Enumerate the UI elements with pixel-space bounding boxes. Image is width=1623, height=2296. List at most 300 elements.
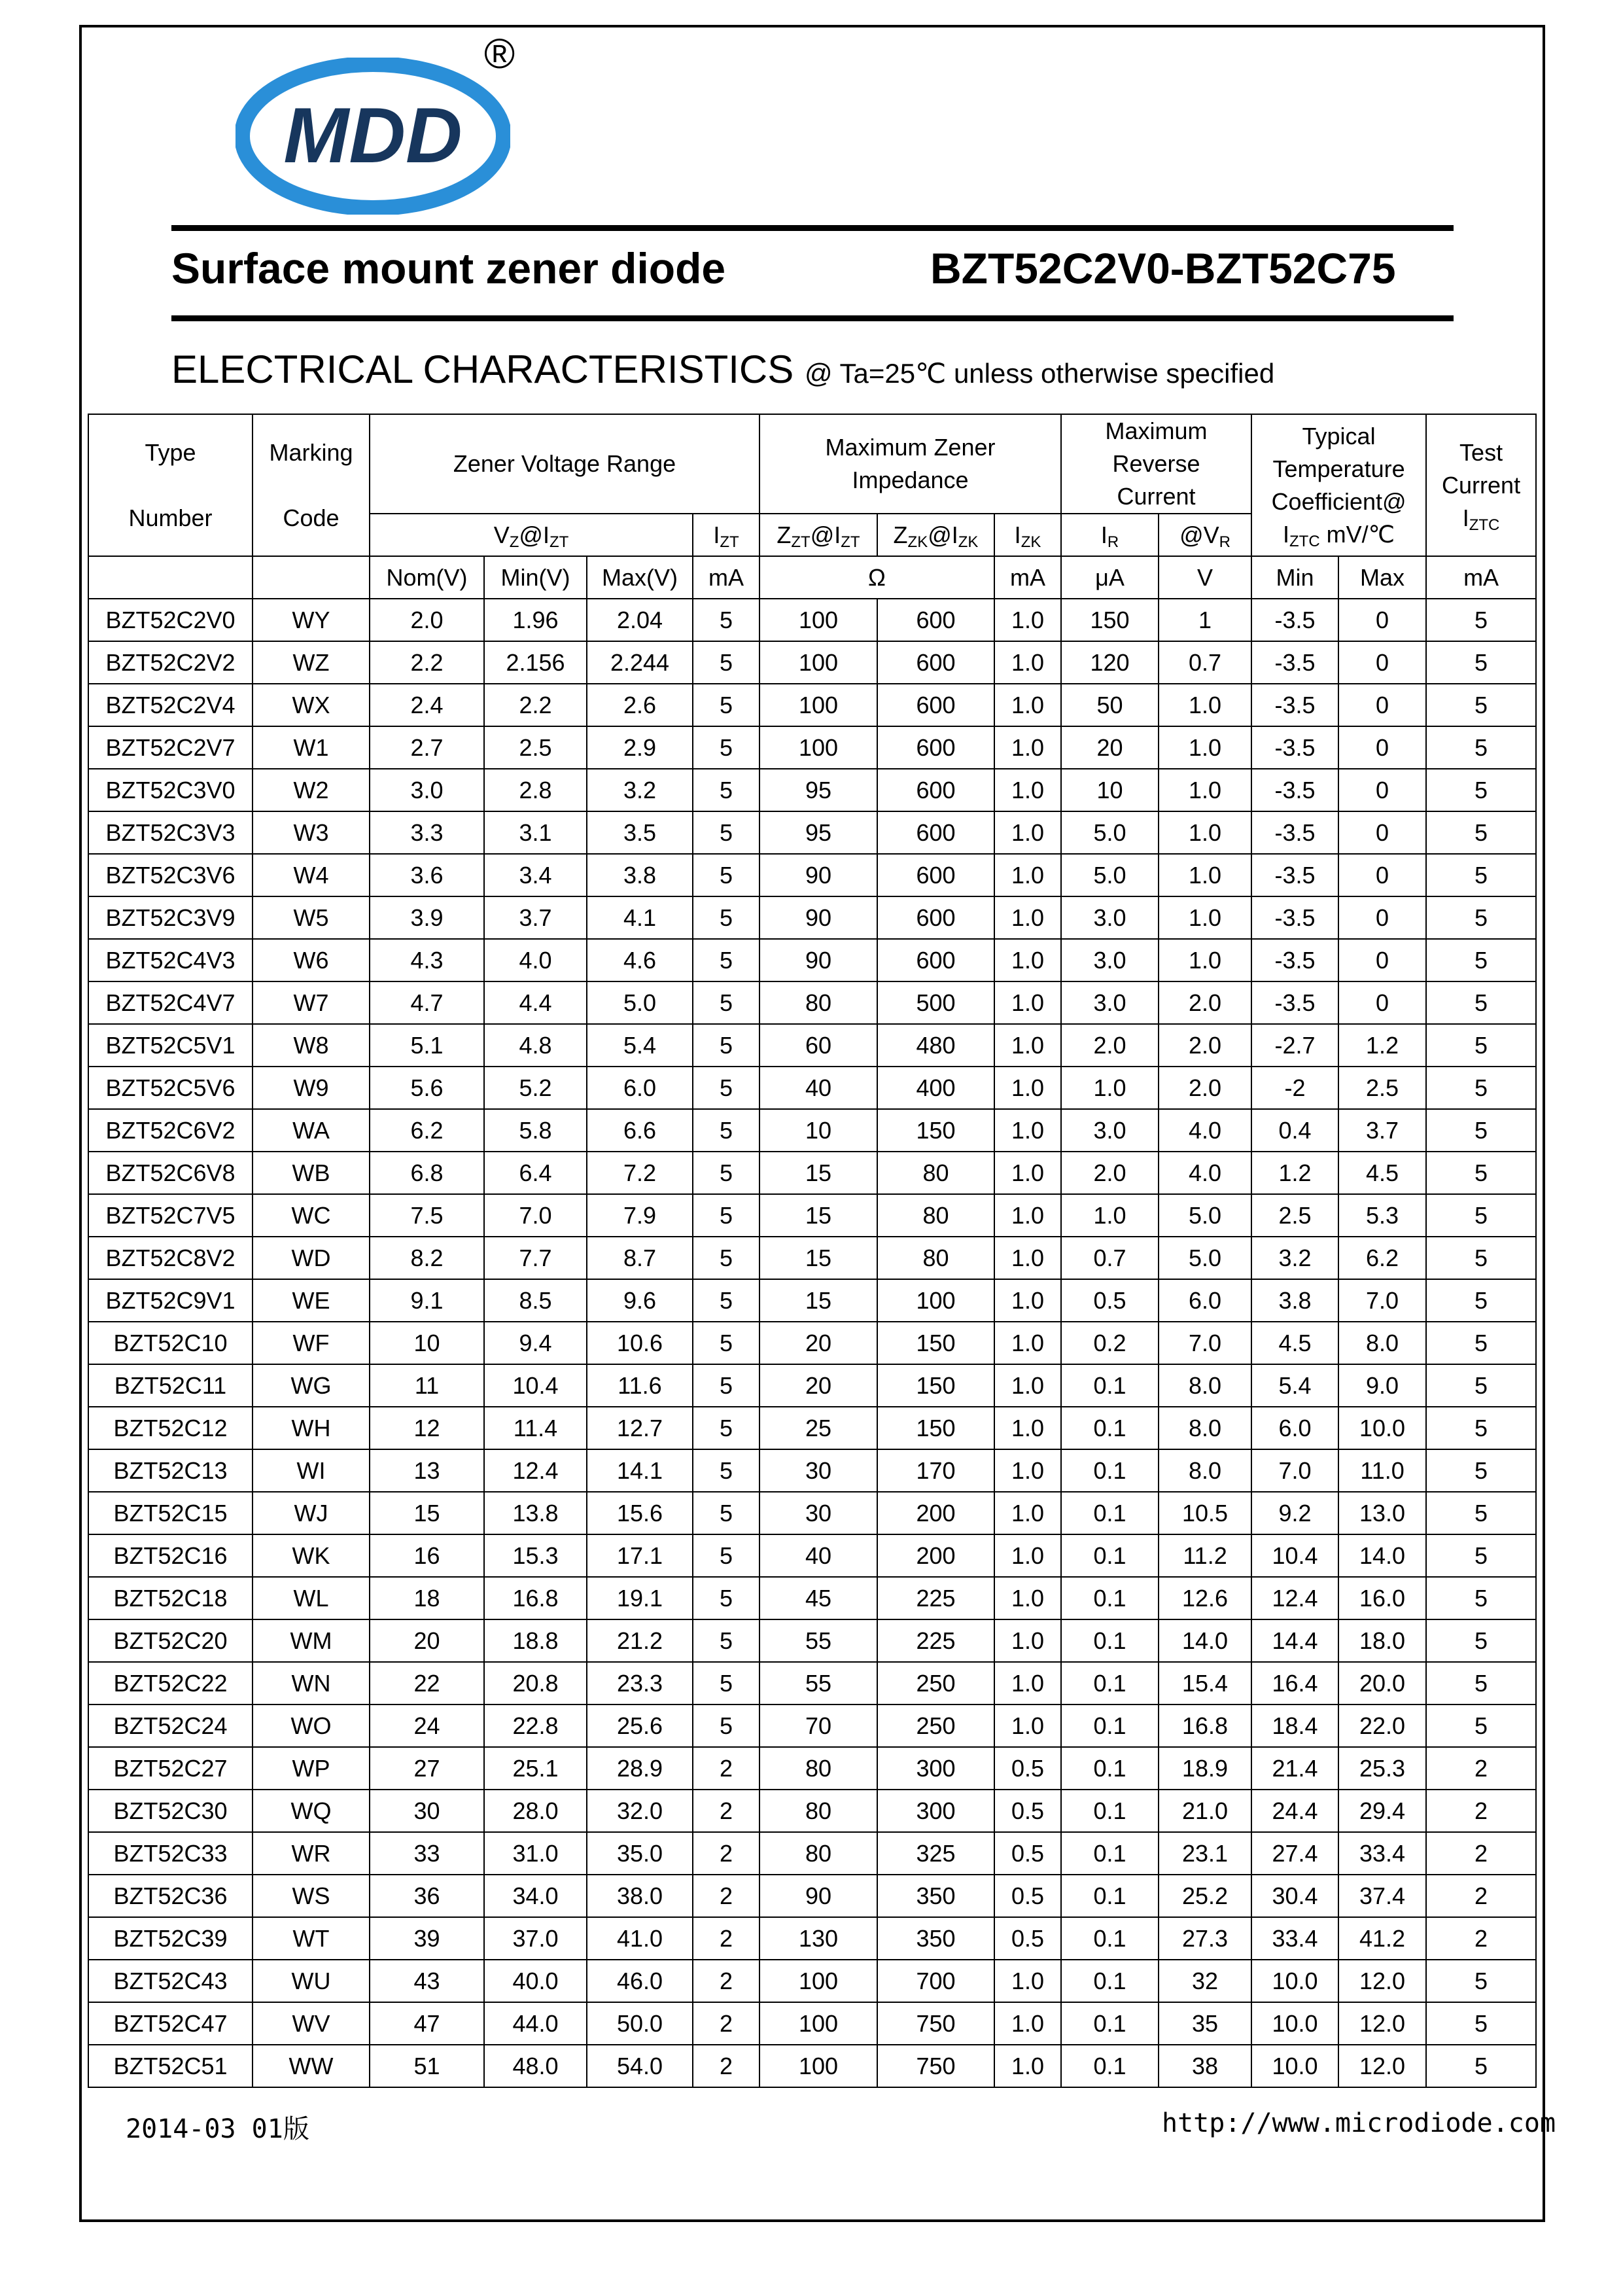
table-row: [88, 1109, 1536, 1152]
table-cell: -3.5: [1251, 599, 1338, 641]
table-cell: 2.5: [1251, 1194, 1338, 1237]
table-cell: 5: [693, 1704, 759, 1747]
table-cell: BZT52C2V2: [88, 641, 253, 684]
table-cell: 8.7: [587, 1237, 693, 1279]
table-cell: 4.5: [1338, 1152, 1426, 1194]
table-cell: 600: [877, 854, 994, 896]
table-cell: 1.0: [994, 1577, 1061, 1619]
table-cell: 5: [693, 1322, 759, 1364]
table-row: [88, 1790, 1536, 1832]
table-cell: 1.0: [994, 939, 1061, 981]
table-cell: 0.7: [1061, 1237, 1159, 1279]
table-cell: 325: [877, 1832, 994, 1875]
table-cell: 0.1: [1061, 1960, 1159, 2002]
table-cell: 2.0: [370, 599, 484, 641]
table-cell: WO: [253, 1704, 370, 1747]
table-cell: 90: [759, 939, 877, 981]
table-cell: 1.0: [994, 1322, 1061, 1364]
table-cell: BZT52C6V8: [88, 1152, 253, 1194]
table-cell: 18.8: [484, 1619, 587, 1662]
table-cell: 25.2: [1159, 1875, 1251, 1917]
table-cell: 5.3: [1338, 1194, 1426, 1237]
table-cell: 300: [877, 1747, 994, 1790]
table-cell: 600: [877, 641, 994, 684]
table-cell: 4.7: [370, 981, 484, 1024]
table-cell: 80: [877, 1237, 994, 1279]
table-cell: 20: [1061, 726, 1159, 769]
table-cell: 5: [693, 1364, 759, 1407]
table-cell: 10: [370, 1322, 484, 1364]
table-row: [88, 2045, 1536, 2087]
table-cell: 600: [877, 769, 994, 811]
test-current-header: Test Current $I_{ZTC}$: [1426, 414, 1536, 556]
table-cell: 12.4: [484, 1449, 587, 1492]
table-cell: 5: [1426, 939, 1536, 981]
table-cell: BZT52C20: [88, 1619, 253, 1662]
table-cell: 150: [877, 1364, 994, 1407]
table-cell: 15: [759, 1237, 877, 1279]
mdd-logo: [236, 58, 510, 215]
table-cell: 5: [1426, 1279, 1536, 1322]
table-cell: 80: [759, 1832, 877, 1875]
table-cell: 5.4: [587, 1024, 693, 1067]
table-cell: 1.0: [994, 1534, 1061, 1577]
table-cell: WD: [253, 1237, 370, 1279]
table-cell: WP: [253, 1747, 370, 1790]
table-cell: 1.0: [994, 599, 1061, 641]
table-row: [88, 854, 1536, 896]
table-cell: 2.0: [1061, 1152, 1159, 1194]
table-cell: 20: [759, 1364, 877, 1407]
table-cell: 100: [759, 599, 877, 641]
table-cell: 14.0: [1338, 1534, 1426, 1577]
table-cell: 90: [759, 896, 877, 939]
table-cell: 11: [370, 1364, 484, 1407]
table-cell: 5: [1426, 641, 1536, 684]
table-cell: 600: [877, 599, 994, 641]
table-cell: 3.7: [484, 896, 587, 939]
electrical-characteristics-table: [88, 414, 1537, 2088]
table-cell: 4.0: [1159, 1152, 1251, 1194]
table-cell: 5: [1426, 896, 1536, 939]
table-cell: 1.0: [994, 1619, 1061, 1662]
table-cell: 5: [693, 981, 759, 1024]
table-cell: 29.4: [1338, 1790, 1426, 1832]
table-cell: WR: [253, 1832, 370, 1875]
table-cell: 27: [370, 1747, 484, 1790]
table-cell: 21.0: [1159, 1790, 1251, 1832]
table-cell: -3.5: [1251, 939, 1338, 981]
table-cell: 5: [1426, 1407, 1536, 1449]
table-cell: -3.5: [1251, 981, 1338, 1024]
table-cell: 1.0: [994, 1237, 1061, 1279]
unit-cell: Min(V): [484, 556, 587, 599]
table-cell: 38: [1159, 2045, 1251, 2087]
table-cell: 1.0: [994, 811, 1061, 854]
table-cell: BZT52C2V0: [88, 599, 253, 641]
table-cell: 1.0: [994, 981, 1061, 1024]
table-cell: 7.9: [587, 1194, 693, 1237]
table-cell: 9.1: [370, 1279, 484, 1322]
table-cell: 1: [1159, 599, 1251, 641]
revision-date: 2014-03 01版: [126, 2114, 309, 2144]
table-cell: 0.1: [1061, 2002, 1159, 2045]
table-cell: 0.1: [1061, 1832, 1159, 1875]
table-cell: 0.1: [1061, 1534, 1159, 1577]
table-cell: 3.4: [484, 854, 587, 896]
table-cell: 150: [877, 1109, 994, 1152]
table-cell: 1.0: [994, 726, 1061, 769]
table-cell: 33.4: [1338, 1832, 1426, 1875]
table-cell: 6.2: [1338, 1237, 1426, 1279]
table-cell: 50.0: [587, 2002, 693, 2045]
table-row: [88, 684, 1536, 726]
table-cell: 43: [370, 1960, 484, 2002]
table-cell: 5: [1426, 1492, 1536, 1534]
table-cell: 120: [1061, 641, 1159, 684]
table-cell: 2.0: [1159, 981, 1251, 1024]
table-cell: 11.4: [484, 1407, 587, 1449]
table-cell: 5: [1426, 1577, 1536, 1619]
table-cell: 5: [1426, 1152, 1536, 1194]
table-cell: 5: [1426, 1960, 1536, 2002]
table-cell: 5: [1426, 1534, 1536, 1577]
table-cell: 16.0: [1338, 1577, 1426, 1619]
table-cell: 0.5: [994, 1832, 1061, 1875]
table-cell: 0.4: [1251, 1109, 1338, 1152]
table-cell: 55: [759, 1662, 877, 1704]
table-cell: 2.0: [1159, 1024, 1251, 1067]
table-cell: -3.5: [1251, 769, 1338, 811]
table-cell: 1.0: [1159, 939, 1251, 981]
table-cell: 5: [693, 939, 759, 981]
table-cell: 13.8: [484, 1492, 587, 1534]
table-cell: WS: [253, 1875, 370, 1917]
table-cell: 31.0: [484, 1832, 587, 1875]
table-cell: 8.0: [1338, 1322, 1426, 1364]
table-cell: 5: [693, 726, 759, 769]
table-cell: 5: [1426, 854, 1536, 896]
table-cell: 1.96: [484, 599, 587, 641]
table-cell: 46.0: [587, 1960, 693, 2002]
table-cell: 5: [693, 1109, 759, 1152]
table-cell: 95: [759, 769, 877, 811]
zener-voltage-range-header: Zener Voltage Range: [370, 414, 759, 514]
table-cell: 16: [370, 1534, 484, 1577]
table-cell: 30: [759, 1492, 877, 1534]
table-cell: 4.0: [484, 939, 587, 981]
table-cell: BZT52C3V9: [88, 896, 253, 939]
table-cell: 2.0: [1061, 1024, 1159, 1067]
table-cell: 5: [1426, 1364, 1536, 1407]
table-cell: WJ: [253, 1492, 370, 1534]
table-cell: 8.2: [370, 1237, 484, 1279]
unit-cell: Max: [1338, 556, 1426, 599]
table-cell: 10.4: [1251, 1534, 1338, 1577]
table-cell: BZT52C9V1: [88, 1279, 253, 1322]
table-cell: 5.1: [370, 1024, 484, 1067]
table-cell: 2.2: [484, 684, 587, 726]
table-cell: 5: [693, 1067, 759, 1109]
table-cell: 21.4: [1251, 1747, 1338, 1790]
table-cell: 5: [693, 1152, 759, 1194]
table-cell: 60: [759, 1024, 877, 1067]
table-cell: 55: [759, 1619, 877, 1662]
table-cell: 1.0: [994, 1364, 1061, 1407]
table-cell: 700: [877, 1960, 994, 2002]
logo-text: MDD: [283, 92, 462, 179]
table-cell: 2: [1426, 1790, 1536, 1832]
table-cell: 2.9: [587, 726, 693, 769]
table-cell: 5.2: [484, 1067, 587, 1109]
table-cell: 300: [877, 1790, 994, 1832]
table-row: [88, 769, 1536, 811]
table-cell: 80: [877, 1194, 994, 1237]
table-cell: 2.2: [370, 641, 484, 684]
table-cell: 2: [693, 2002, 759, 2045]
table-cell: WW: [253, 2045, 370, 2087]
table-cell: 10: [1061, 769, 1159, 811]
table-cell: 5: [1426, 981, 1536, 1024]
table-cell: 1.0: [994, 854, 1061, 896]
table-cell: 17.1: [587, 1534, 693, 1577]
table-cell: 15: [759, 1152, 877, 1194]
table-cell: WH: [253, 1407, 370, 1449]
table-row: [88, 599, 1536, 641]
table-cell: BZT52C43: [88, 1960, 253, 2002]
table-cell: 39: [370, 1917, 484, 1960]
table-cell: BZT52C3V0: [88, 769, 253, 811]
table-cell: WA: [253, 1109, 370, 1152]
table-cell: 8.0: [1159, 1407, 1251, 1449]
table-cell: 25.1: [484, 1747, 587, 1790]
table-cell: 10.0: [1338, 1407, 1426, 1449]
table-cell: 14.0: [1159, 1619, 1251, 1662]
table-cell: 22.8: [484, 1704, 587, 1747]
table-cell: 80: [877, 1152, 994, 1194]
table-cell: 25.6: [587, 1704, 693, 1747]
table-row: [88, 726, 1536, 769]
table-cell: 45: [759, 1577, 877, 1619]
table-cell: 170: [877, 1449, 994, 1492]
table-cell: 1.0: [1061, 1067, 1159, 1109]
table-cell: -3.5: [1251, 896, 1338, 939]
table-cell: 54.0: [587, 2045, 693, 2087]
table-cell: WB: [253, 1152, 370, 1194]
unit-cell: mA: [1426, 556, 1536, 599]
table-cell: 1.2: [1338, 1024, 1426, 1067]
table-cell: 5: [1426, 1322, 1536, 1364]
table-cell: WI: [253, 1449, 370, 1492]
table-cell: 90: [759, 1875, 877, 1917]
table-cell: W6: [253, 939, 370, 981]
table-cell: BZT52C13: [88, 1449, 253, 1492]
table-cell: 7.7: [484, 1237, 587, 1279]
table-row: [88, 1194, 1536, 1237]
table-cell: WF: [253, 1322, 370, 1364]
table-cell: 150: [877, 1322, 994, 1364]
table-cell: 0.1: [1061, 1619, 1159, 1662]
table-cell: 1.0: [994, 1662, 1061, 1704]
table-cell: 3.1: [484, 811, 587, 854]
table-cell: 5: [693, 1577, 759, 1619]
table-cell: 0.5: [1061, 1279, 1159, 1322]
table-cell: 0.1: [1061, 1449, 1159, 1492]
table-cell: 23.3: [587, 1662, 693, 1704]
table-cell: 12.6: [1159, 1577, 1251, 1619]
table-cell: 40: [759, 1067, 877, 1109]
table-cell: 5: [693, 641, 759, 684]
table-cell: 70: [759, 1704, 877, 1747]
table-cell: 5: [693, 1662, 759, 1704]
table-cell: WY: [253, 599, 370, 641]
table-cell: 2: [1426, 1917, 1536, 1960]
table-cell: 5: [693, 811, 759, 854]
table-cell: 10.0: [1251, 2002, 1338, 2045]
table-cell: 80: [759, 1790, 877, 1832]
table-cell: W5: [253, 896, 370, 939]
table-cell: 4.3: [370, 939, 484, 981]
table-cell: 1.0: [994, 1152, 1061, 1194]
table-cell: W7: [253, 981, 370, 1024]
unit-cell: μA: [1061, 556, 1159, 599]
table-cell: 16.4: [1251, 1662, 1338, 1704]
part-range: BZT52C2V0-BZT52C75: [930, 244, 1396, 292]
table-cell: 20: [759, 1322, 877, 1364]
table-cell: 34.0: [484, 1875, 587, 1917]
table-cell: 5: [1426, 769, 1536, 811]
table-cell: 1.2: [1251, 1152, 1338, 1194]
table-cell: 30.4: [1251, 1875, 1338, 1917]
table-cell: 4.6: [587, 939, 693, 981]
table-cell: 100: [759, 684, 877, 726]
table-cell: 13: [370, 1449, 484, 1492]
table-cell: WM: [253, 1619, 370, 1662]
table-cell: 15: [370, 1492, 484, 1534]
table-row: [88, 1577, 1536, 1619]
table-cell: 3.0: [370, 769, 484, 811]
table-cell: 24: [370, 1704, 484, 1747]
table-cell: 15.3: [484, 1534, 587, 1577]
table-cell: 4.8: [484, 1024, 587, 1067]
table-cell: 5.6: [370, 1067, 484, 1109]
table-row: [88, 1832, 1536, 1875]
table-cell: W1: [253, 726, 370, 769]
table-cell: 5: [1426, 1237, 1536, 1279]
table-cell: 5: [693, 769, 759, 811]
table-cell: 2: [1426, 1875, 1536, 1917]
table-cell: 41.0: [587, 1917, 693, 1960]
table-cell: 250: [877, 1704, 994, 1747]
table-cell: 2: [1426, 1747, 1536, 1790]
table-cell: 35: [1159, 2002, 1251, 2045]
table-cell: 480: [877, 1024, 994, 1067]
table-cell: 100: [759, 2045, 877, 2087]
table-cell: 12.0: [1338, 2045, 1426, 2087]
table-cell: 1.0: [994, 769, 1061, 811]
table-row: [88, 1492, 1536, 1534]
table-cell: 2.156: [484, 641, 587, 684]
table-cell: 5: [693, 854, 759, 896]
table-cell: 200: [877, 1492, 994, 1534]
table-cell: 0.1: [1061, 1492, 1159, 1534]
table-cell: BZT52C6V2: [88, 1109, 253, 1152]
table-cell: 5: [1426, 599, 1536, 641]
table-cell: 48.0: [484, 2045, 587, 2087]
table-cell: 1.0: [994, 641, 1061, 684]
table-cell: 6.0: [1159, 1279, 1251, 1322]
zzk-header: $Z_{ZK}@I_{ZK}$: [877, 514, 994, 556]
table-cell: 9.2: [1251, 1492, 1338, 1534]
table-cell: BZT52C36: [88, 1875, 253, 1917]
table-row: [88, 981, 1536, 1024]
table-cell: 1.0: [994, 2045, 1061, 2087]
table-cell: 3.0: [1061, 1109, 1159, 1152]
table-cell: 5: [693, 1492, 759, 1534]
table-row: [88, 1067, 1536, 1109]
table-cell: 3.2: [587, 769, 693, 811]
table-cell: 27.3: [1159, 1917, 1251, 1960]
table-cell: 1.0: [994, 1194, 1061, 1237]
table-cell: 30: [370, 1790, 484, 1832]
table-cell: 95: [759, 811, 877, 854]
izt-header: $I_{ZT}$: [693, 514, 759, 556]
table-cell: 80: [759, 981, 877, 1024]
table-cell: 600: [877, 896, 994, 939]
unit-cell: Max(V): [587, 556, 693, 599]
table-cell: 1.0: [994, 2002, 1061, 2045]
header-rule-bottom: [171, 315, 1454, 321]
table-cell: 2.5: [1338, 1067, 1426, 1109]
table-row: [88, 1619, 1536, 1662]
table-cell: 51: [370, 2045, 484, 2087]
table-row: [88, 1747, 1536, 1790]
table-cell: 0: [1338, 684, 1426, 726]
table-cell: 3.8: [1251, 1279, 1338, 1322]
table-cell: 20.0: [1338, 1662, 1426, 1704]
max-zener-impedance-header: Maximum Zener Impedance: [759, 414, 1061, 514]
table-cell: WE: [253, 1279, 370, 1322]
table-cell: 350: [877, 1875, 994, 1917]
table-cell: BZT52C39: [88, 1917, 253, 1960]
unit-cell: V: [1159, 556, 1251, 599]
table-cell: 2: [1426, 1832, 1536, 1875]
table-cell: BZT52C3V3: [88, 811, 253, 854]
table-cell: 3.0: [1061, 896, 1159, 939]
table-cell: WZ: [253, 641, 370, 684]
table-cell: 600: [877, 811, 994, 854]
table-cell: 5: [693, 1449, 759, 1492]
table-cell: 12.0: [1338, 1960, 1426, 2002]
table-cell: 250: [877, 1662, 994, 1704]
table-cell: 5: [693, 1024, 759, 1067]
table-cell: 2: [693, 1960, 759, 2002]
table-cell: 47: [370, 2002, 484, 2045]
table-cell: 2.6: [587, 684, 693, 726]
vz-at-izt-header: $V_Z@I_{ZT}$: [370, 514, 693, 556]
table-cell: 1.0: [1159, 854, 1251, 896]
table-cell: 5: [1426, 1067, 1536, 1109]
table-cell: BZT52C15: [88, 1492, 253, 1534]
table-cell: 0: [1338, 981, 1426, 1024]
website-url: http://www.microdiode.com: [1162, 2108, 1556, 2138]
table-cell: 6.8: [370, 1152, 484, 1194]
table-row: [88, 1322, 1536, 1364]
page-title: Surface mount zener diode: [171, 244, 726, 292]
table-cell: 8.0: [1159, 1449, 1251, 1492]
table-cell: 5.0: [1159, 1194, 1251, 1237]
table-cell: 600: [877, 939, 994, 981]
